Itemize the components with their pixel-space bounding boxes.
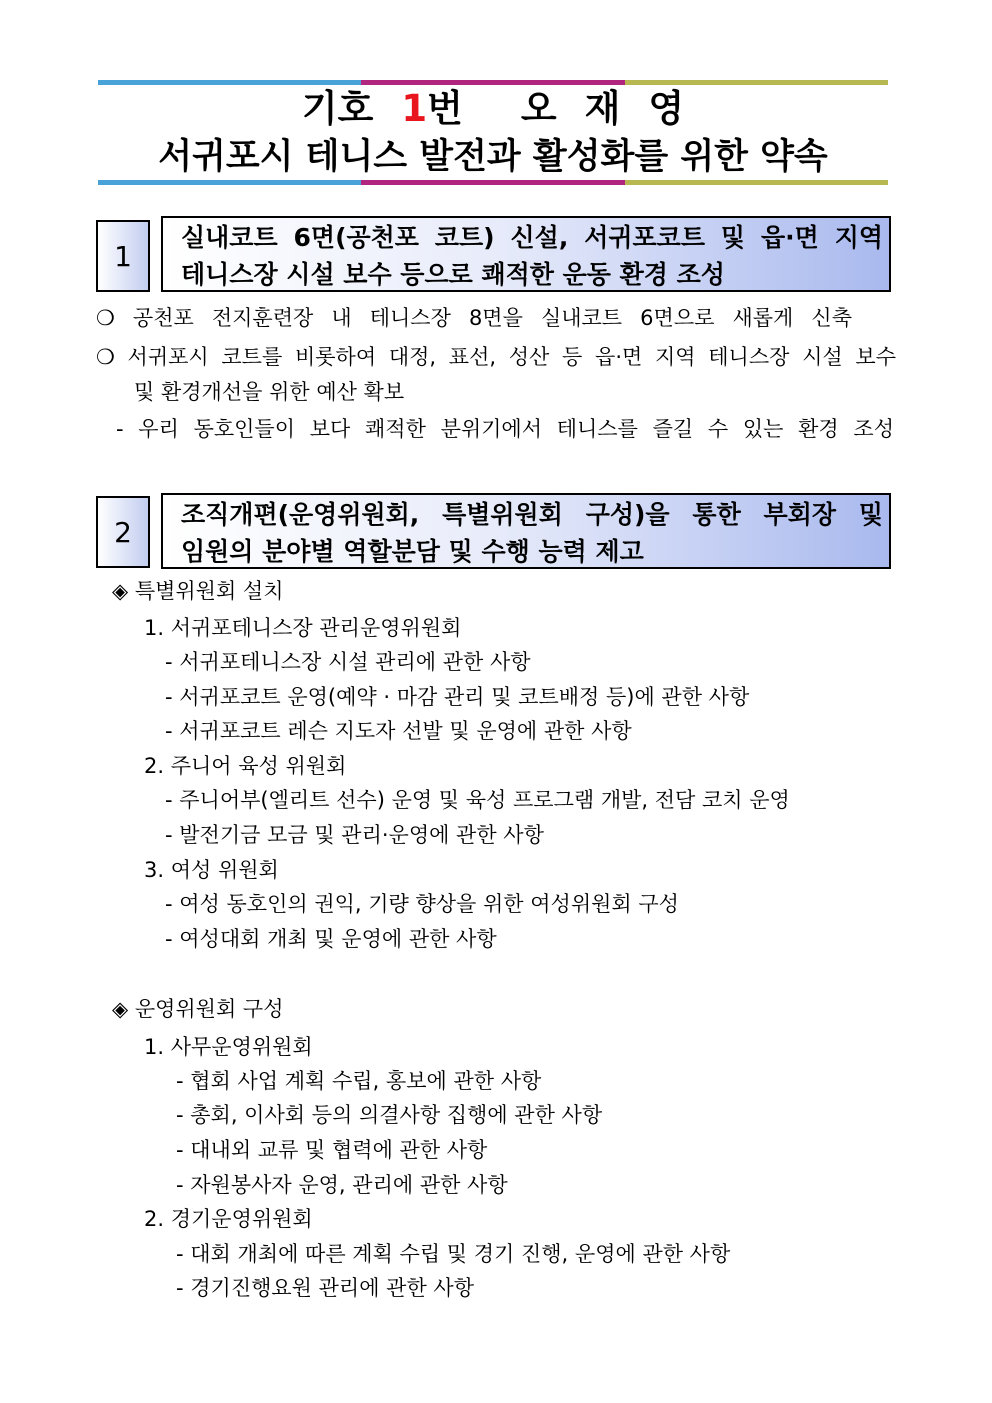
committee-item: - 경기진행요원 관리에 관한 사항 <box>176 1276 474 1300</box>
committee-item: - 여성대회 개최 및 운영에 관한 사항 <box>165 927 497 951</box>
committee-item: - 발전기금 모금 및 관리·운영에 관한 사항 <box>165 823 544 847</box>
committee-title: 1. 서귀포테니스장 관리운영위원회 <box>144 616 462 640</box>
section-number-box: 2 <box>96 496 150 568</box>
section-number-box: 1 <box>96 220 150 292</box>
committee-item: - 대내외 교류 및 협력에 관한 사항 <box>176 1138 488 1162</box>
title-bottom-stripe <box>98 180 888 185</box>
committee-item: - 총회, 이사회 등의 의결사항 집행에 관한 사항 <box>176 1103 603 1127</box>
section-heading-line: 실내코트 6면(공천포 코트) 신설, 서귀포코트 및 읍·면 지역 <box>181 223 883 252</box>
candidate-name-char: 영 <box>648 87 685 130</box>
candidate-title <box>98 86 888 132</box>
pledge-item-continuation: 및 환경개선을 위한 예산 확보 <box>134 380 405 404</box>
committee-item: - 대회 개최에 따른 계획 수립 및 경기 진행, 운영에 관한 사항 <box>176 1242 731 1266</box>
candidate-name-char: 오 <box>520 87 557 130</box>
candidate-name-char: 재 <box>584 87 621 130</box>
committee-item: - 서귀포테니스장 시설 관리에 관한 사항 <box>165 650 531 674</box>
committee-title: 2. 경기운영위원회 <box>144 1207 313 1231</box>
section-heading-box <box>161 216 891 292</box>
committee-title: 2. 주니어 육성 위원회 <box>144 754 347 778</box>
section-heading-line: 조직개편(운영위원회, 특별위원회 구성)을 통한 부회장 및 <box>181 500 883 529</box>
title-prefix: 기호 <box>301 87 374 130</box>
committee-item: - 서귀포코트 운영(예약 · 마감 관리 및 코트배정 등)에 관한 사항 <box>165 685 750 709</box>
committee-item: - 서귀포코트 레슨 지도자 선발 및 운영에 관한 사항 <box>165 719 632 743</box>
section-heading-line: 테니스장 시설 보수 등으로 쾌적한 운동 환경 조성 <box>181 260 725 289</box>
committee-title: 1. 사무운영위원회 <box>144 1035 313 1059</box>
candidate-number: 1 <box>401 87 428 130</box>
committee-item: - 자원봉사자 운영, 관리에 관한 사항 <box>176 1173 508 1197</box>
committee-item: - 협회 사업 계획 수립, 홍보에 관한 사항 <box>176 1069 542 1093</box>
pledge-sub-item: - 우리 동호인들이 보다 쾌적한 분위기에서 테니스를 즐길 수 있는 환경 조성 <box>116 417 894 441</box>
committee-item: - 여성 동호인의 권익, 기량 향상을 위한 여성위원회 구성 <box>165 892 679 916</box>
title-top-stripe <box>98 80 888 85</box>
committee-title: 3. 여성 위원회 <box>144 858 279 882</box>
pledge-item: ❍ 공천포 전지훈련장 내 테니스장 8면을 실내코트 6면으로 새롭게 신축 <box>96 306 852 330</box>
group-title: ◈ 특별위원회 설치 <box>112 579 284 603</box>
group-title: ◈ 운영위원회 구성 <box>112 997 284 1021</box>
section-heading-box <box>161 493 891 569</box>
title-suffix: 번 <box>427 87 463 130</box>
page-subtitle: 서귀포시 테니스 발전과 활성화를 위한 약속 <box>158 137 828 177</box>
committee-item: - 주니어부(엘리트 선수) 운영 및 육성 프로그램 개발, 전담 코치 운영 <box>165 788 790 812</box>
section-heading-line: 임원의 분야별 역할분담 및 수행 능력 제고 <box>181 537 644 566</box>
pledge-item: ❍ 서귀포시 코트를 비롯하여 대정, 표선, 성산 등 읍·면 지역 테니스장 시설 보수 <box>96 345 896 369</box>
